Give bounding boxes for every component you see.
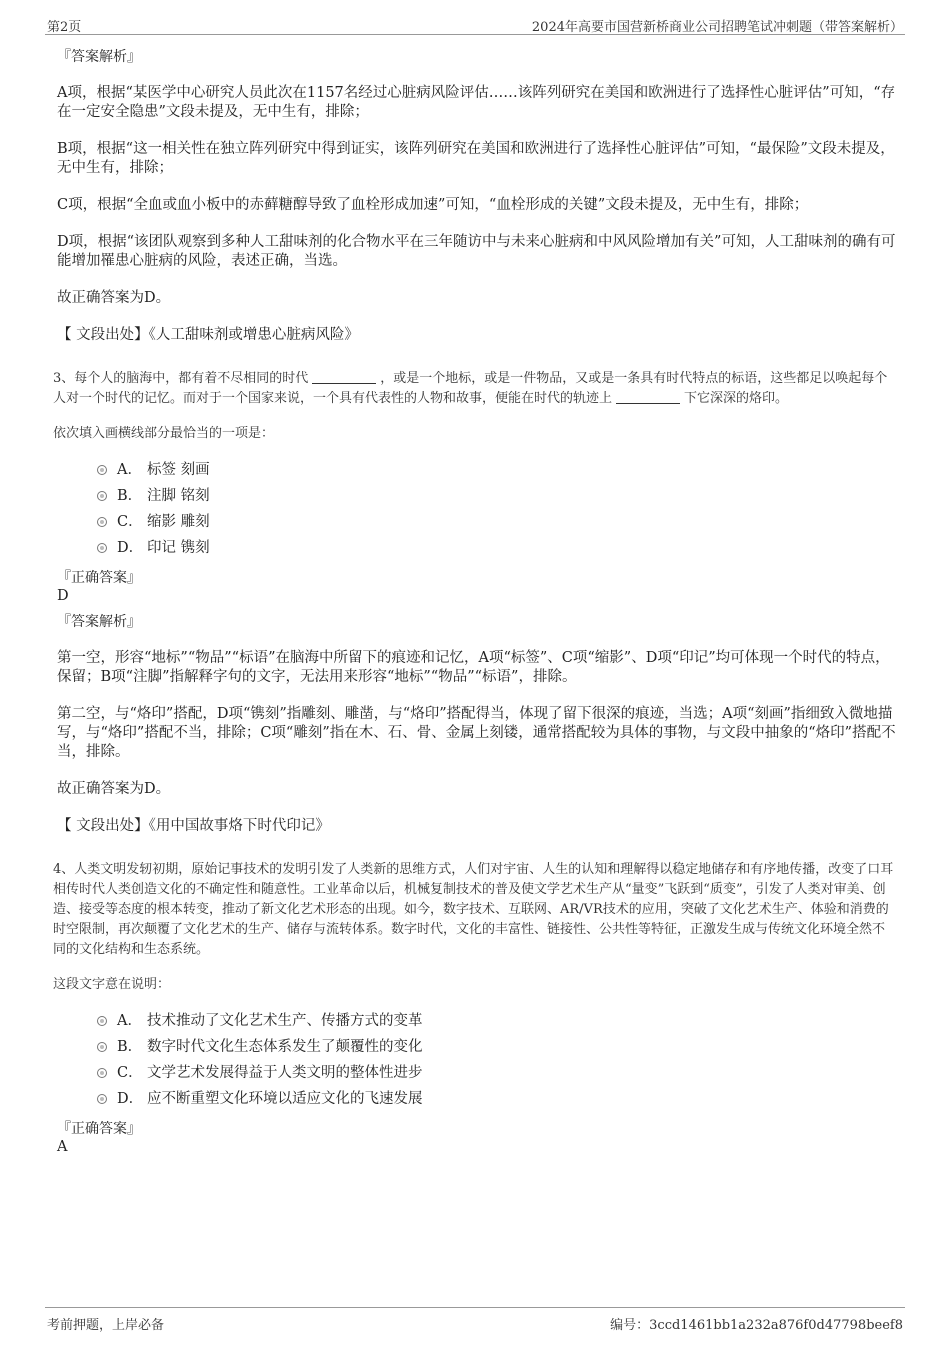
radio-icon[interactable]	[97, 517, 107, 527]
q4-option-b[interactable]	[97, 1034, 897, 1060]
q2-analysis-para-d: D项，根据“该团队观察到多种人工甜味剂的化合物水平在三年随访中与未来心脏病和中风风险增加有关”可知，人工甜味剂的确有可能增加罹患心脏病的风险，表述正确，当选。	[57, 234, 896, 269]
q3-options	[97, 457, 897, 561]
q3-blank-2	[616, 389, 680, 404]
q3-blank-1	[312, 369, 376, 384]
q2-analysis-para-b: B项，根据“这一相关性在独立阵列研究中得到证实，该阵列研究在美国和欧洲进行了选择性心脏评估”可知，“最保险”文段未提及，无中生有，排除；	[57, 141, 895, 176]
q3-answer-label: 『正确答案』	[57, 570, 141, 586]
option-letter: D．	[117, 1091, 144, 1107]
q3-stem	[53, 369, 897, 409]
q3-option-d[interactable]	[97, 535, 897, 561]
option-letter: A．	[117, 462, 142, 478]
q4-options	[97, 1008, 897, 1112]
option-text: 印记 镌刻	[147, 540, 210, 556]
q3-option-b[interactable]	[97, 483, 897, 509]
option-letter: A．	[117, 1013, 142, 1029]
q2-conclusion: 故正确答案为D。	[57, 290, 171, 306]
page-header	[45, 14, 905, 35]
radio-icon[interactable]	[97, 1016, 107, 1026]
option-text: 技术推动了文化艺术生产、传播方式的变革	[147, 1013, 423, 1029]
option-letter: D．	[117, 540, 144, 556]
q3-stem-part-2: ，或是一个地标，或是一件物品，又或是一条具有时代特点的标语，这些都足以唤起每个人对一个时代的记忆。而对于一个国家来说，一个具有代表性的人物和故事，便能在时代的轨迹上	[53, 371, 888, 406]
page-content	[53, 40, 897, 1156]
option-text: 文学艺术发展得益于人类文明的整体性进步	[147, 1065, 423, 1081]
option-letter: B．	[117, 1039, 143, 1055]
q3-stem-part-3: 下它深深的烙印。	[684, 391, 789, 406]
q4-prompt: 这段文字意在说明：	[53, 977, 171, 992]
option-text: 注脚 铭刻	[147, 488, 210, 504]
q2-analysis-para-a: A项，根据“某医学中心研究人员此次在1157名经过心脏病风险评估……该阵列研究在美国和欧洲进行了选择性心脏评估”可知，“存在一定安全隐患”文段未提及，无中生有，排除；	[57, 85, 896, 120]
radio-icon[interactable]	[97, 1042, 107, 1052]
q3-analysis-label: 『答案解析』	[57, 614, 141, 630]
q3-answer: D	[57, 588, 69, 604]
q4-answer: A	[57, 1139, 68, 1155]
q3-analysis-para-2: 第二空，与“烙印”搭配，D项“镌刻”指雕刻、雕凿，与“烙印”搭配得当，体现了留下很深的痕迹，当选；A项“刻画”指细致入微地描写，与“烙印”搭配不当，排除；C项“雕刻”指在木、石、骨、金属上刻镂，通常搭配较为具体的事物，与文段中抽象的“烙印”搭配不当，排除。	[57, 706, 896, 760]
q2-source: 【 文段出处】《人工甜味剂或增患心脏病风险》	[57, 327, 359, 343]
q3-option-a[interactable]	[97, 457, 897, 483]
q4-option-d[interactable]	[97, 1086, 897, 1112]
radio-icon[interactable]	[97, 543, 107, 553]
q3-prompt: 依次填入画横线部分最恰当的一项是：	[53, 426, 275, 441]
q4-stem: 4、人类文明发轫初期，原始记事技术的发明引发了人类新的思维方式，人们对宇宙、人生的认知和理解得以稳定地储存和有序地传播，改变了口耳相传时代人类创造文化的不确定性和随意性。工业革命以后，机械复制技术的普及使文学艺术生产从“量变”飞跃到“质变”，引发了人类对审美、创造、接受等态度的根本转变，推动了新文化艺术形态的出现。如今，数字技术、互联网、AR/VR技术的应用，突破了文化艺术生产、体验和消费的时空限制，再次颠覆了文化艺术的生产、储存与流转体系。数字时代，文化的丰富性、链接性、公共性等特征，正激发生成与传统文化环境全然不同的文化结构和生态系统。	[53, 862, 894, 957]
radio-icon[interactable]	[97, 1068, 107, 1078]
q4-option-a[interactable]	[97, 1008, 897, 1034]
q3-conclusion: 故正确答案为D。	[57, 781, 171, 797]
q3-stem-part-1: 3、每个人的脑海中，都有着不尽相同的时代	[53, 371, 309, 386]
option-letter: C．	[117, 1065, 143, 1081]
q2-analysis-para-c: C项，根据“全血或血小板中的赤藓糖醇导致了血栓形成加速”可知，“血栓形成的关键”文段未提及，无中生有，排除；	[57, 197, 809, 213]
radio-icon[interactable]	[97, 491, 107, 501]
option-letter: C．	[117, 514, 143, 530]
document-title: 2024年高要市国营新桥商业公司招聘笔试冲刺题（带答案解析）	[531, 20, 903, 35]
q4-answer-label: 『正确答案』	[57, 1121, 141, 1137]
document-code: 编号：3ccd1461bb1a232a876f0d47798beef8	[610, 1318, 903, 1333]
q3-analysis-para-1: 第一空，形容“地标”“物品”“标语”在脑海中所留下的痕迹和记忆，A项“标签”、C项“缩影”、D项“印记”均可体现一个时代的特点，保留；B项“注脚”指解释字句的文字，无法用来形容“地标”“物品”“标语”，排除。	[57, 650, 890, 685]
option-text: 标签 刻画	[147, 462, 210, 478]
radio-icon[interactable]	[97, 1094, 107, 1104]
footer-slogan: 考前押题，上岸必备	[47, 1318, 165, 1333]
page-number: 第2页	[47, 20, 82, 35]
page-footer	[45, 1307, 905, 1333]
q2-analysis-label: 『答案解析』	[57, 49, 141, 65]
q3-option-c[interactable]	[97, 509, 897, 535]
q3-source: 【 文段出处】《用中国故事烙下时代印记》	[57, 818, 330, 834]
q4-option-c[interactable]	[97, 1060, 897, 1086]
option-text: 应不断重塑文化环境以适应文化的飞速发展	[147, 1091, 423, 1107]
option-letter: B．	[117, 488, 143, 504]
option-text: 缩影 雕刻	[147, 514, 210, 530]
option-text: 数字时代文化生态体系发生了颠覆性的变化	[147, 1039, 423, 1055]
radio-icon[interactable]	[97, 465, 107, 475]
